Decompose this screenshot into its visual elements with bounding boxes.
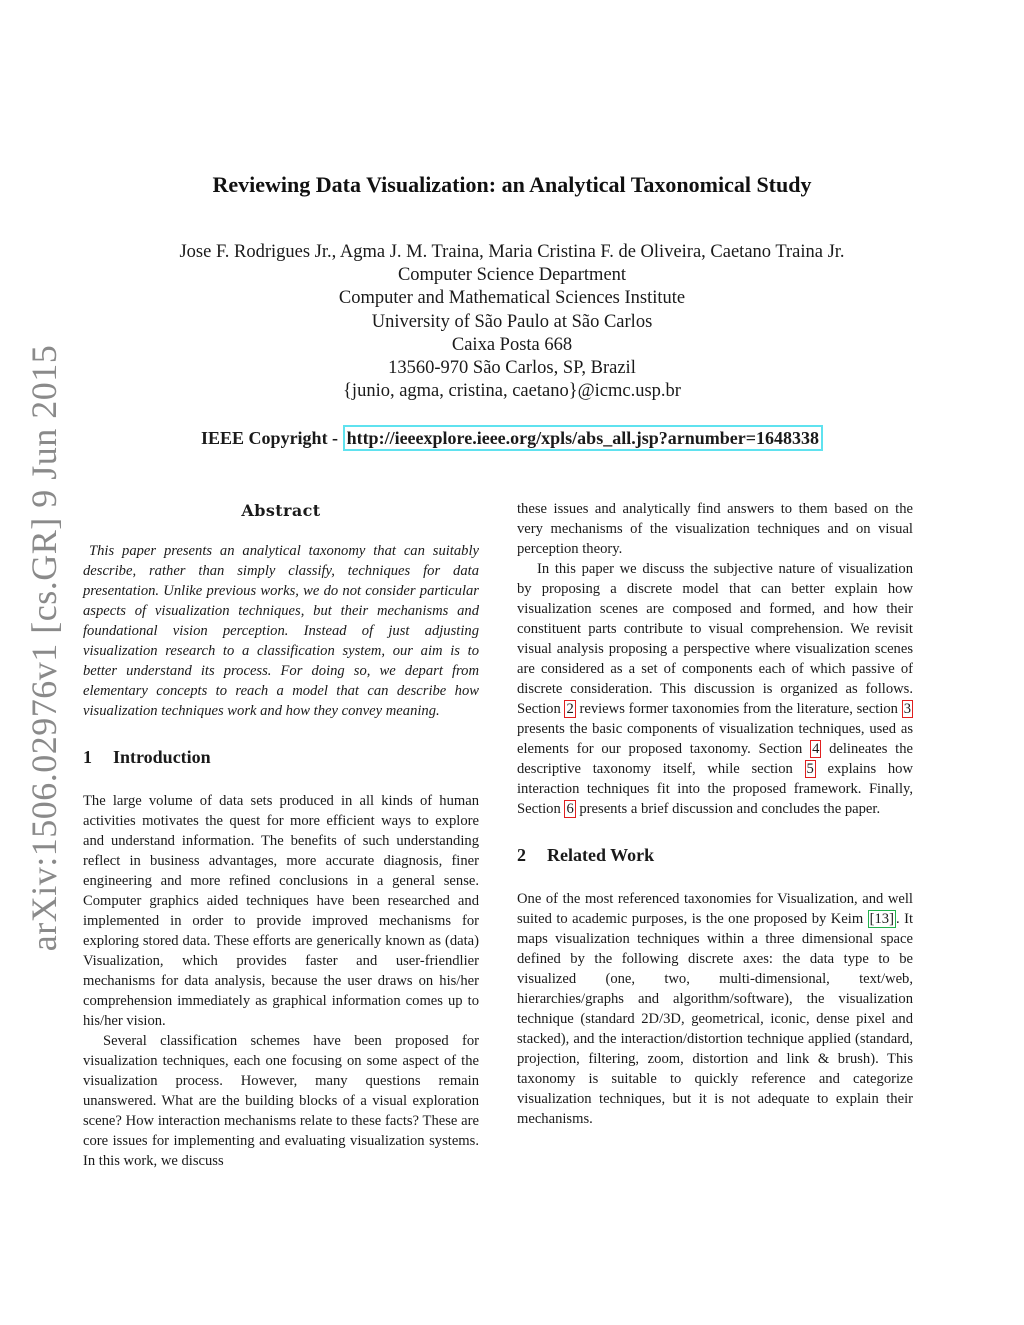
section-heading-related-work [517,845,913,865]
section-heading-introduction [83,747,479,767]
related-work-paragraph [517,889,913,1129]
section-ref-link[interactable]: 4 [812,741,820,757]
intro-paragraph-2: Several classification schemes have been proposed for visualization techniques, each one focusing on some aspect of the visualization process. However, many questions remain unanswered. What are the building blocks of a visual exploration scene? How interaction mechanisms relate to these facts? These are core issues for implementing and evaluating visualization systems. In this work, we discuss [83,1033,479,1169]
text-run: . It maps visualization techniques within a three dimensional space defined by the following discrete axes: the data type to be visualized (one, two, multi-dimensional, text/web, hierarchies/graphs and algorithm/software), the visualization technique (standard 2D/3D, geometrical, iconic, dense pixel and stacked), and the interaction/distortion technique applied (standard, projection, filtering, zoom, distortion and link & brush). This taxonomy is suitable to quickly reference and categorize visualization techniques, but it is not adequate to explain their mechanisms. [517,911,913,1127]
section-ref-link[interactable]: 3 [903,701,911,717]
text-run: delineates the descriptive taxonomy itself, while section [517,741,913,777]
intro-paragraph-continued: these issues and analytically find answers to them based on the very mechanisms of the visualization techniques and on visual perception theory. [517,501,913,557]
copyright-notice [0,428,1024,449]
intro-paragraph-3 [517,559,913,819]
text-run: In this paper we discuss the subjective nature of visualization by proposing a discrete model that can better explain how visualization scenes are composed and formed, and how their constituent parts contribute to visual comprehension. We revisit visual analysis proposing a perspective where visualization scenes are considered as a set of components each of which passive of discrete consideration. This discussion is organized as follows. Section [517,561,913,717]
right-column [517,499,913,1129]
institute: Computer and Mathematical Sciences Institute [338,288,686,309]
author-emails: {junio, agma, cristina, caetano}@icmc.usp.br [343,381,681,402]
university: University of São Paulo at São Carlos [371,311,653,332]
arxiv-stamp: arXiv:1506.02976v1 [cs.GR] 9 Jun 2015 [24,344,64,952]
section-number: 2 [517,845,526,865]
copyright-link[interactable]: http://ieeexplore.ieee.org/xpls/abs_all.jsp?arnumber=1648338 [343,425,823,451]
citation-link[interactable]: [13] [869,911,894,927]
text-run: explains how interaction techniques fit into the proposed framework. Finally, Section [517,761,913,817]
section-title: Related Work [547,845,655,865]
author-block [0,241,1024,403]
text-run: presents the basic components of visualization techniques, used as elements for our proposed taxonomy. Section [517,721,913,757]
section-ref-link[interactable]: 6 [566,801,574,817]
postal-address: 13560-970 São Carlos, SP, Brazil [388,358,636,379]
paper-title: Reviewing Data Visualization: an Analytical Taxonomical Study [212,172,812,197]
text-run: One of the most referenced taxonomies for Visualization, and well suited to academic purposes, is the one proposed by Keim [517,891,913,927]
section-ref-link[interactable]: 5 [806,761,814,777]
author-list: Jose F. Rodrigues Jr., Agma J. M. Traina, Maria Cristina F. de Oliveira, Caetano Traina Jr. [179,242,845,262]
intro-paragraph-1: The large volume of data sets produced in all kinds of human activities motivates the quest for more efficient ways to explore and understand information. The benefits of such understanding reflect in business advantages, more accurate diagnosis, finer engineering and more refined conclusions in a general sense. Computer graphics aided techniques have been researched and implemented in order to provide improved mechanisms for exploring stored data. These efforts are generically known as (data) Visualization, which provides faster and user-friendlier mechanisms for data analysis, because the user draws on his/her comprehension immediately as graphical information comes up to his/her vision. [83,793,479,1029]
text-run: reviews former taxonomies from the literature, section [575,701,902,717]
text-run: presents a brief discussion and concludes the paper. [575,801,881,817]
abstract-text: This paper presents an analytical taxonomy that can suitably describe, rather than simply classify, techniques for data presentation. Unlike previous works, we do not consider particular aspects of visualization techniques, but their mechanisms and foundational vision perception. Instead of just adjusting visualization research to a classification system, our aim is to better understand its process. For doing so, we depart from elementary concepts to reach a model that can describe how visualization techniques work and how they convey meaning. [83,543,479,719]
section-title: Introduction [113,747,211,767]
department: Computer Science Department [397,265,627,286]
section-ref-link[interactable]: 2 [566,701,574,717]
po-box: Caixa Posta 668 [451,334,573,355]
left-column [83,499,479,1171]
copyright-label: IEEE Copyright - [201,428,343,448]
abstract-heading: Abstract [241,501,321,520]
section-number: 1 [83,747,92,767]
